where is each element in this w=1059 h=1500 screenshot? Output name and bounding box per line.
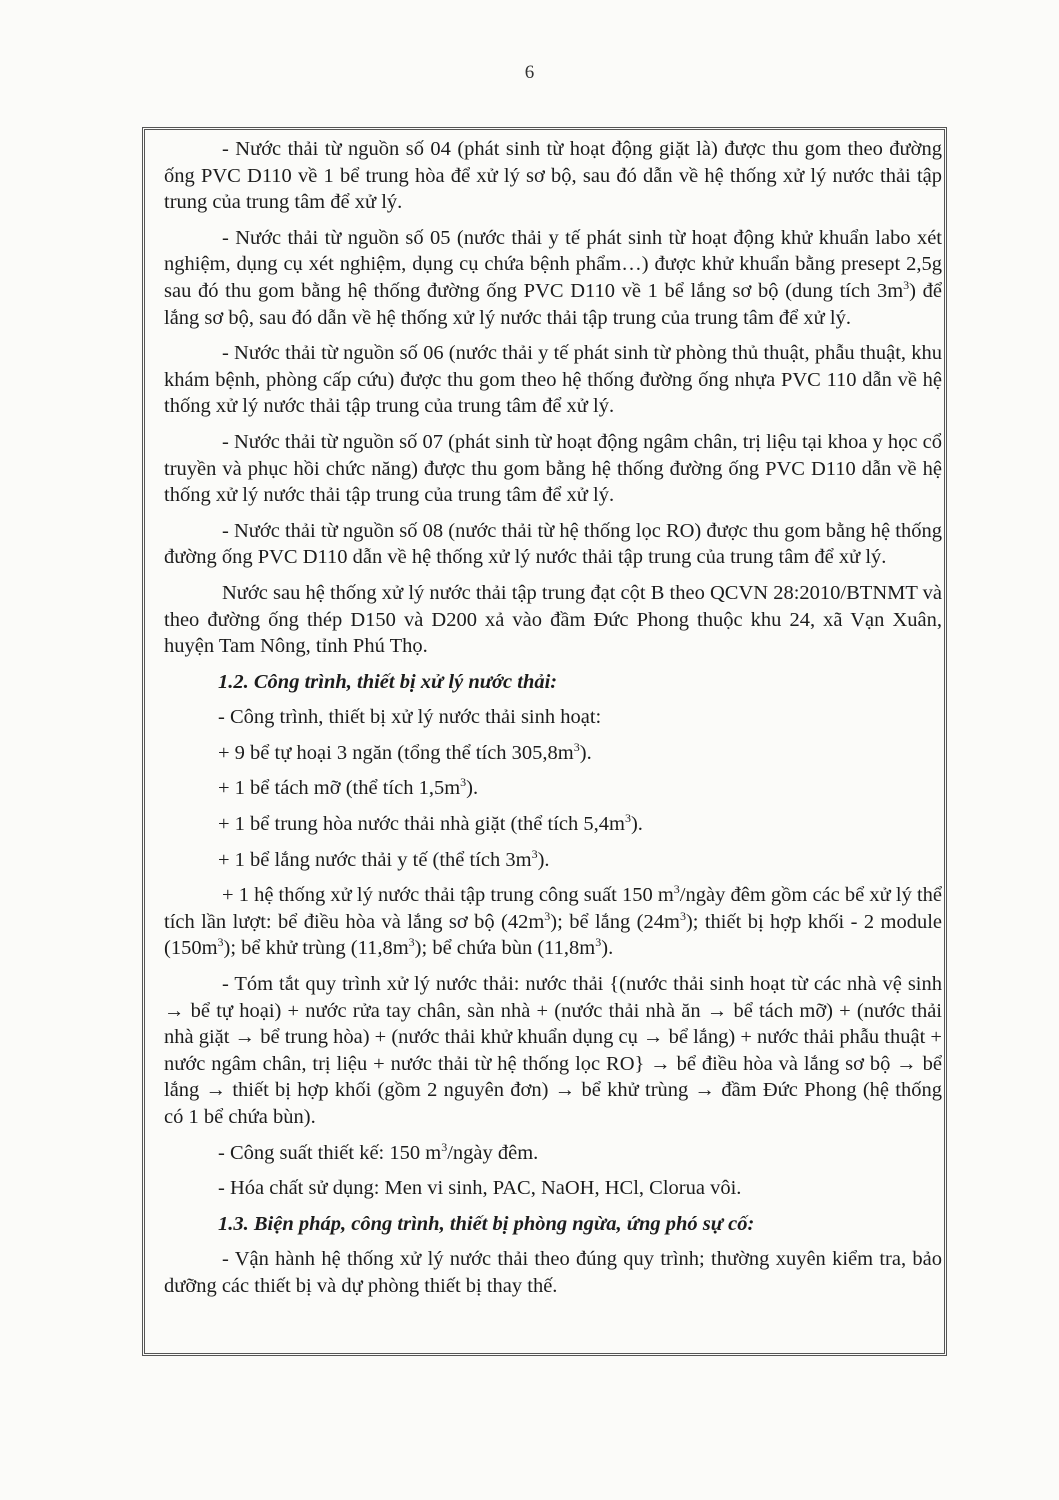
paragraph-discharge: Nước sau hệ thống xử lý nước thải tập trung đạt cột B theo QCVN 28:2010/BTNMT và theo đường ống thép D150 và D200 xả vào đầm Đức Phong thuộc khu 24, xã Vạn Xuân, huyện Tam Nông, tỉnh Phú Thọ.	[164, 581, 942, 658]
heading-1-2: 1.2. Công trình, thiết bị xử lý nước thải:	[218, 670, 558, 693]
design-capacity: - Công suất thiết kế: 150 $m^3$/ngày đêm.	[218, 1139, 539, 1164]
item-septic-tanks: + 9 bể tự hoại 3 ngăn (tổng thể tích $305,8m^3$).	[218, 740, 592, 764]
subheading-domestic-treatment: - Công trình, thiết bị xử lý nước thải sinh hoạt:	[218, 706, 602, 729]
item-neutralization-tank: + 1 bể trung hòa nước thải nhà giặt (thể tích $5,4m^3$).	[218, 811, 643, 836]
paragraph-source-04: - Nước thải từ nguồn số 04 (phát sinh từ hoạt động giặt là) được thu gom theo đường ống PVC D110 về 1 bể trung hòa để xử lý sơ bộ, sau đó dẫn về hệ thống xử lý nước thải tập trung của trung tâm để xử lý.	[164, 138, 942, 214]
chemicals-used: - Hóa chất sử dụng: Men vi sinh, PAC, NaOH, HCl, Clorua vôi.	[218, 1177, 742, 1200]
paragraph-source-06: - Nước thải từ nguồn số 06 (nước thải y tế phát sinh từ phòng thủ thuật, phẫu thuật, khu khám bệnh, phòng cấp cứu) được thu gom theo hệ thống đường ống nhựa PVC 110 dẫn về hệ thống xử lý nước thải tập trung của trung tâm để xử lý.	[164, 342, 942, 418]
paragraph-source-05: - Nước thải từ nguồn số 05 (nước thải y tế phát sinh từ hoạt động khử khuẩn labo xét nghiệm, dụng cụ xét nghiệm, dụng cụ chứa bệnh phẩm…) được khử khuẩn bằng presept 2,5g sau đó thu gom bằng hệ thống đường ống PVC D110 về 1 bể lắng sơ bộ (dung tích $3m^3$) để lắng sơ bộ, sau đó dẫn về hệ thống xử lý nước thải tập trung của trung tâm để xử lý.	[164, 226, 942, 329]
paragraph-operation: - Vận hành hệ thống xử lý nước thải theo đúng quy trình; thường xuyên kiểm tra, bảo dưỡng các thiết bị và dự phòng thiết bị thay thế.	[164, 1248, 942, 1297]
paragraph-source-08: - Nước thải từ nguồn số 08 (nước thải từ hệ thống lọc RO) được thu gom bằng hệ thống đường ống PVC D110 dẫn về hệ thống xử lý nước thải tập trung của trung tâm để xử lý.	[164, 519, 942, 569]
document-body	[164, 136, 942, 1309]
paragraph-central-system: + 1 hệ thống xử lý nước thải tập trung công suất 150 $m^3$/ngày đêm gồm các bể xử lý thể tích lần lượt: bể điều hòa và lắng sơ bộ $(42m^3)$; bể lắng $(24m^3)$; thiết bị hợp khối - 2 module $(150m^3)$; bể khử trùng $(11,8m^3)$; bể chứa bùn $(11,8m^3)$.	[164, 882, 942, 960]
item-settling-tank: + 1 bể lắng nước thải y tế (thể tích $3m^3$).	[218, 846, 550, 871]
paragraph-source-07: - Nước thải từ nguồn số 07 (phát sinh từ hoạt động ngâm chân, trị liệu tại khoa y học cổ truyền và phục hồi chức năng) được thu gom bằng hệ thống đường ống PVC D110 dẫn về hệ thống xử lý nước thải tập trung của trung tâm để xử lý.	[164, 430, 942, 507]
page-number: 6	[524, 62, 535, 83]
paragraph-process-summary: - Tóm tắt quy trình xử lý nước thải: nước thải {(nước thải sinh hoạt từ các nhà vệ sinh → bể tự hoại) + nước rửa tay chân, sàn nhà + (nước thải nhà ăn → bể tách mỡ) + (nước thải nhà giặt → bể trung hòa) + (nước thải khử khuẩn dụng cụ → bể lắng) + nước thải phẫu thuật + nước ngâm chân, trị liệu + nước thải từ hệ thống lọc RO} → bể điều hòa và lắng sơ bộ → bể lắng → thiết bị hợp khối (gồm 2 nguyên đơn) → bể khử trùng → đầm Đức Phong (hệ thống có 1 bể chứa bùn).	[164, 973, 942, 1128]
heading-1-3: 1.3. Biện pháp, công trình, thiết bị phòng ngừa, ứng phó sự cố:	[218, 1212, 755, 1235]
item-grease-trap: + 1 bể tách mỡ (thể tích $1,5m^3$).	[218, 775, 479, 800]
